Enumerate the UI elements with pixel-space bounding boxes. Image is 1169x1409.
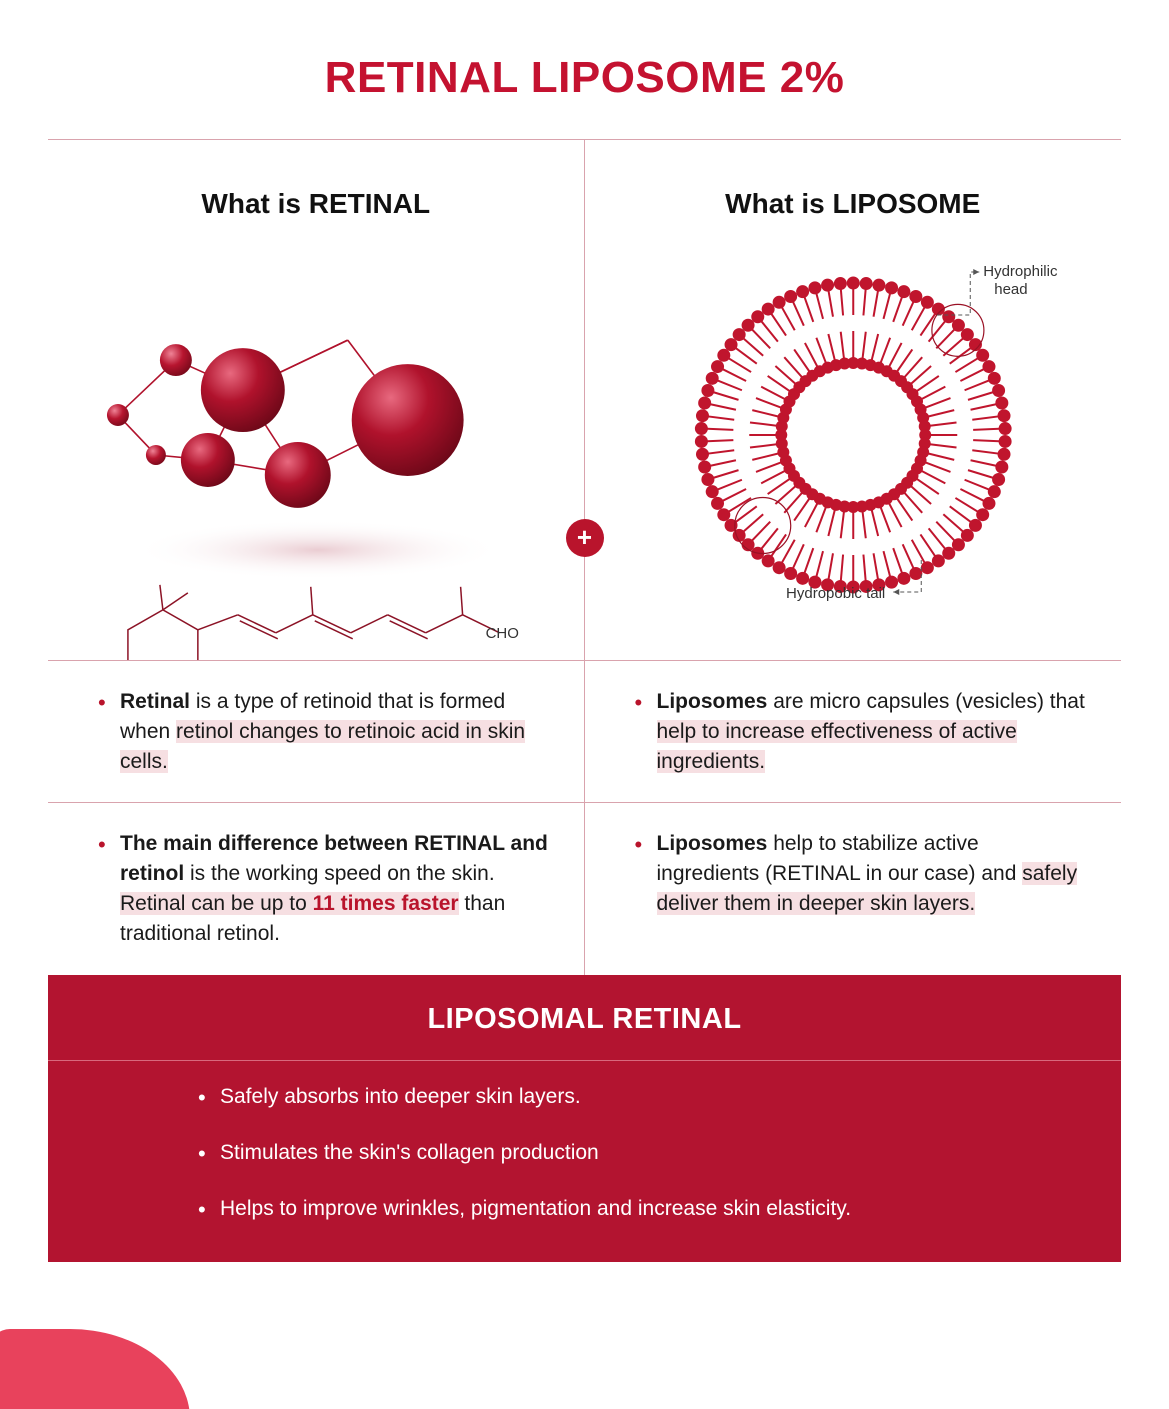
retinal-illustration bbox=[48, 220, 584, 660]
fact-liposome-2 bbox=[585, 803, 1122, 974]
text-segment: help to stabilize active ingredients (RETINAL in our case) and bbox=[656, 832, 1023, 886]
head-label-text-1: Hydrophilic bbox=[982, 262, 1057, 280]
fact-retinal-2 bbox=[48, 803, 585, 974]
text-segment: is a type of retinoid that is formed when bbox=[120, 689, 506, 743]
liposome-column bbox=[585, 140, 1122, 660]
text-segment: The main difference between RETINAL and retinol bbox=[120, 832, 548, 886]
head-label-text-2: head bbox=[993, 280, 1028, 298]
liposomal-retinal-panel bbox=[48, 975, 1121, 1262]
fact-text bbox=[120, 832, 548, 944]
text-segment: Liposomes bbox=[656, 832, 768, 856]
text-segment: 11 times faster bbox=[312, 892, 459, 915]
liposome-heading: What is LIPOSOME bbox=[725, 187, 981, 219]
fact-text bbox=[120, 690, 525, 773]
text-segment: retinol changes to retinoic acid in skin cells. bbox=[120, 719, 526, 773]
text-segment: are micro capsules (vesicles) that bbox=[767, 689, 1085, 713]
page-title: RETINAL LIPOSOME 2% bbox=[324, 53, 845, 103]
text-segment: help to increase effectiveness of active ingredients. bbox=[656, 719, 1017, 773]
decorative-corner-blob bbox=[0, 1329, 190, 1409]
panel-title: LIPOSOMAL RETINAL bbox=[48, 975, 1121, 1061]
text-segment: is the working speed on the skin. bbox=[184, 862, 495, 886]
text-segment: safely deliver them in deeper skin layers. bbox=[656, 862, 1078, 915]
text-segment: Retinal bbox=[120, 689, 191, 713]
benefit-item: • Safely absorbs into deeper skin layers. bbox=[198, 1083, 1018, 1111]
benefit-item: • Helps to improve wrinkles, pigmentation and increase skin elasticity. bbox=[198, 1195, 1018, 1223]
fact-text bbox=[657, 690, 1085, 773]
liposome-bilayer-icon bbox=[585, 220, 1122, 660]
retinal-heading: What is RETINAL bbox=[201, 187, 431, 219]
plus-icon: + bbox=[566, 519, 604, 557]
cho-label-text: CHO bbox=[485, 624, 519, 642]
retinal-molecule-icon bbox=[48, 220, 584, 660]
text-segment: Retinal can be up to bbox=[120, 892, 313, 915]
fact-text bbox=[657, 832, 1078, 915]
tail-label-text: Hydropobic tail bbox=[785, 584, 885, 602]
fact-row-1 bbox=[48, 661, 1121, 803]
illustration-row bbox=[48, 140, 1121, 661]
benefit-item: • Stimulates the skin's collagen production bbox=[198, 1139, 1018, 1167]
fact-retinal-1 bbox=[48, 661, 585, 802]
text-segment: than traditional retinol. bbox=[120, 892, 506, 945]
fact-liposome-1 bbox=[585, 661, 1122, 802]
text-segment: Liposomes bbox=[656, 689, 768, 713]
comparison-grid bbox=[48, 139, 1121, 975]
liposome-illustration bbox=[585, 220, 1122, 660]
benefit-list bbox=[48, 1061, 1121, 1224]
fact-row-2 bbox=[48, 803, 1121, 974]
retinal-column bbox=[48, 140, 585, 660]
